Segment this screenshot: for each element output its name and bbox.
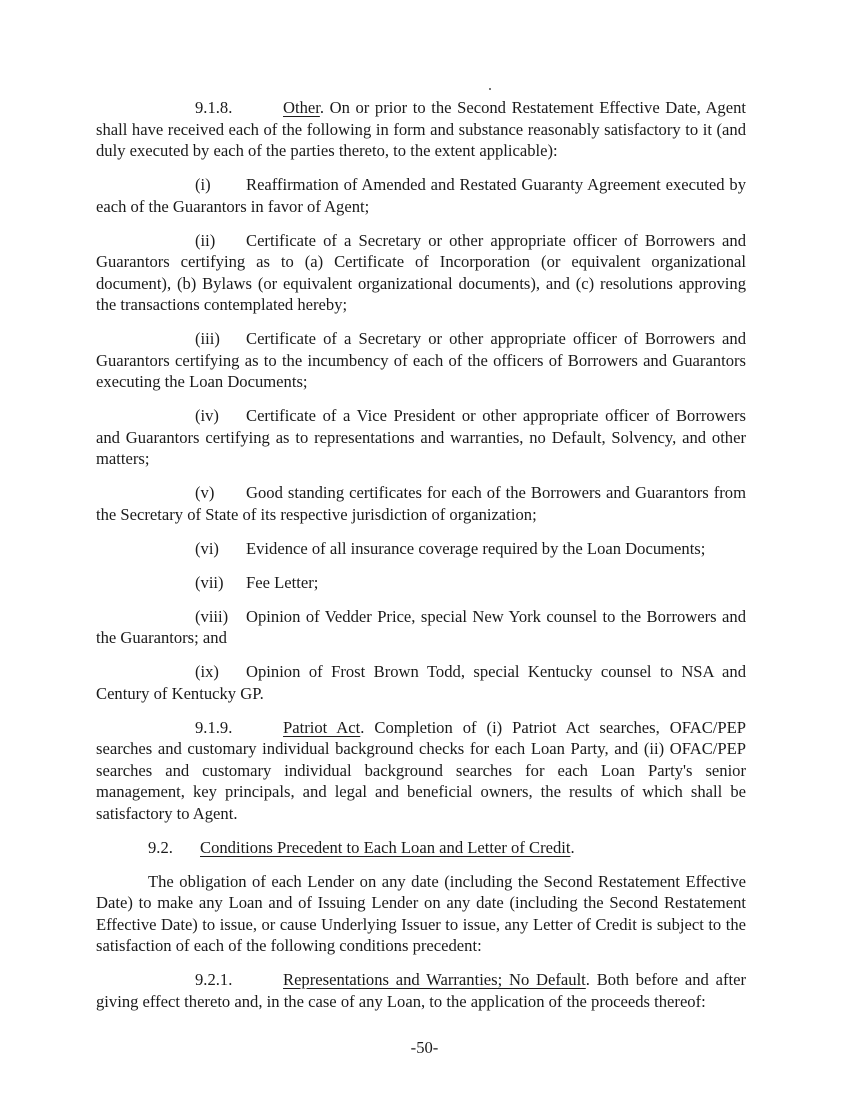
item-label: (viii): [195, 606, 229, 626]
list-item-vii: [96, 572, 746, 594]
item-text: Evidence of all insurance coverage required by the Loan Documents;: [246, 538, 706, 558]
section-heading-9-2: [96, 837, 746, 859]
section-9-1-9: [96, 717, 746, 825]
heading-period: .: [570, 837, 575, 857]
list-item-i: [96, 174, 746, 217]
paragraph-9-2-intro: The obligation of each Lender on any date (including the Second Restatement Effective Date) to make any Loan and of Issuing Lender on any date (including the Second Restatement Effective Date) to issue, or cause Underlying Issuer to issue, any Letter of Credit is subject to the satisfaction of each of the following conditions precedent:: [96, 871, 746, 955]
section-number: 9.2.: [148, 837, 173, 857]
item-label: (iii): [195, 329, 220, 348]
section-title-underlined: Conditions Precedent to Each Loan and Letter of Credit: [200, 837, 571, 857]
scan-speck-artifact: [489, 88, 491, 90]
item-label: (ii): [195, 230, 216, 250]
section-number: 9.2.1.: [195, 970, 233, 989]
item-label: (vii): [195, 572, 224, 592]
section-title-underlined: Patriot Act: [283, 717, 361, 737]
list-item-ii: [96, 230, 746, 316]
item-label: (i): [195, 175, 211, 194]
item-label: (iv): [195, 406, 219, 425]
item-text: Fee Letter;: [246, 572, 319, 592]
page-number: -50-: [410, 1038, 439, 1057]
item-text: Certificate of a Secretary or other appropriate officer of Borrowers and Guarantors certifying as to (a) Certificate of Incorporation (or equivalent organizational document), (b) Bylaws (or equivalent organizational documents), and (c) resolutions approving the transactions contemplated hereby;: [96, 230, 746, 314]
section-title-underlined: Other: [283, 98, 320, 117]
section-body-text: . Both before and after giving effect thereto and, in the case of any Loan, to the application of the proceeds thereof:: [96, 970, 746, 1011]
section-body-text: . On or prior to the Second Restatement Effective Date, Agent shall have received each of the following in form and substance reasonably satisfactory to it (and duly executed by each of the parties thereto, to the extent applicable):: [96, 98, 746, 160]
item-text: Opinion of Frost Brown Todd, special Kentucky counsel to NSA and Century of Kentucky GP.: [96, 662, 746, 703]
list-item-viii: [96, 606, 746, 649]
section-9-1-8: [96, 97, 746, 162]
item-text: Reaffirmation of Amended and Restated Guaranty Agreement executed by each of the Guarantors in favor of Agent;: [96, 175, 746, 216]
item-label: (ix): [195, 662, 219, 681]
item-text: Certificate of a Vice President or other appropriate officer of Borrowers and Guarantors certifying as to representations and warranties, no Default, Solvency, and other matters;: [96, 406, 746, 468]
list-item-iii: [96, 328, 746, 393]
page-body-text: [96, 97, 746, 1025]
section-9-2-1: [96, 969, 746, 1012]
section-body-text: . Completion of (i) Patriot Act searches, OFAC/PEP searches and customary individual background checks for each Loan Party, and (ii) OFAC/PEP searches and customary individual background searches for each Loan Party's senior management, key principals, and legal and beneficial owners, the results of which shall be satisfactory to Agent.: [96, 717, 746, 823]
item-label: (vi): [195, 538, 219, 558]
section-number: 9.1.9.: [195, 717, 233, 737]
list-item-vi: [96, 538, 746, 560]
list-item-v: [96, 482, 746, 525]
list-item-ix: [96, 661, 746, 704]
item-label: (v): [195, 483, 215, 502]
section-number: 9.1.8.: [195, 98, 233, 117]
item-text: Certificate of a Secretary or other appropriate officer of Borrowers and Guarantors certifying as to the incumbency of each of the officers of Borrowers and Guarantors executing the Loan Documents;: [96, 329, 746, 391]
section-title-underlined: Representations and Warranties; No Default: [283, 970, 586, 989]
item-text: Opinion of Vedder Price, special New York counsel to the Borrowers and the Guarantors; and: [96, 606, 746, 647]
list-item-iv: [96, 405, 746, 470]
item-text: Good standing certificates for each of the Borrowers and Guarantors from the Secretary of State of its respective jurisdiction of organization;: [96, 483, 746, 524]
